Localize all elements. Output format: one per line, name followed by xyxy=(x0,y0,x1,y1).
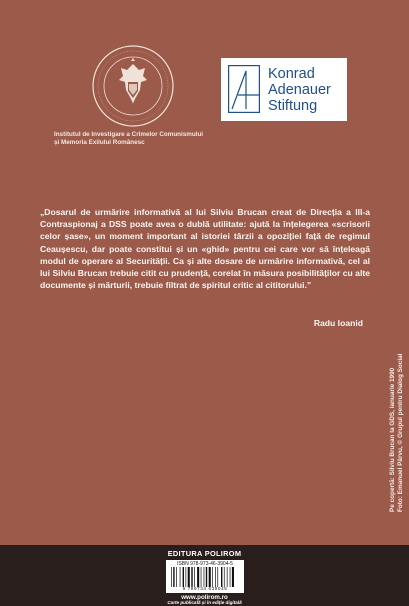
cover-photo-credits xyxy=(389,354,405,512)
barcode xyxy=(166,560,244,593)
kas-line1: Konrad xyxy=(268,66,315,82)
back-cover-quote: „Dosarul de urmărire informativă al lui Silviu Brucan creat de Direcția a III-a Contraspionaj a DSS poate avea o dublă utilitate: ajută la înțelegerea «scrisorii celor șase», un moment important al istoriei târzii a opoziției față de regimul Ceaușescu, dar poate constitui și un «ghid» pentru cei care vor să înțeleagă modul de operare al Securității. Ca și alte dosare de urmărire informativă, cel al lui Silviu Brucan trebuie citit cu prudență, corelat în măsura posibilităților cu alte documente și mărturii, trebuie filtrat de spiritul critic al cititorului.” xyxy=(40,207,370,291)
barcode-bars xyxy=(170,567,240,587)
kas-line2: Adenauer xyxy=(268,82,331,98)
digital-edition-note: Carte publicată și în ediție digitală xyxy=(167,600,242,605)
credits-line2: Foto: Emanuel Pârvu, © Grupul pentru Dialog Social xyxy=(397,353,404,512)
kas-line3: Stiftung xyxy=(268,98,318,114)
institute-name-line2: și Memoria Exilului Românesc xyxy=(54,139,145,146)
credits-line1: Pe copertă: Silviu Brucan la GDS, ianuarie 1990 xyxy=(389,367,396,512)
institute-name xyxy=(54,131,224,147)
quote-author: Radu Ioanid xyxy=(313,318,363,328)
kas-mark-icon xyxy=(228,65,260,113)
institute-name-line1: Institutul de Investigare a Crimelor Comunismului xyxy=(54,131,204,138)
isbn-label: ISBN 978-973-46-3904-5 xyxy=(177,561,233,567)
kas-wordmark xyxy=(268,66,331,114)
barcode-digits: 9 789734 639045 xyxy=(182,586,228,591)
kas-logo xyxy=(221,58,347,121)
publisher-name: EDITURA POLIROM xyxy=(167,549,242,558)
institute-seal-logo xyxy=(91,44,175,128)
publisher-website: www.polirom.ro xyxy=(181,594,228,601)
